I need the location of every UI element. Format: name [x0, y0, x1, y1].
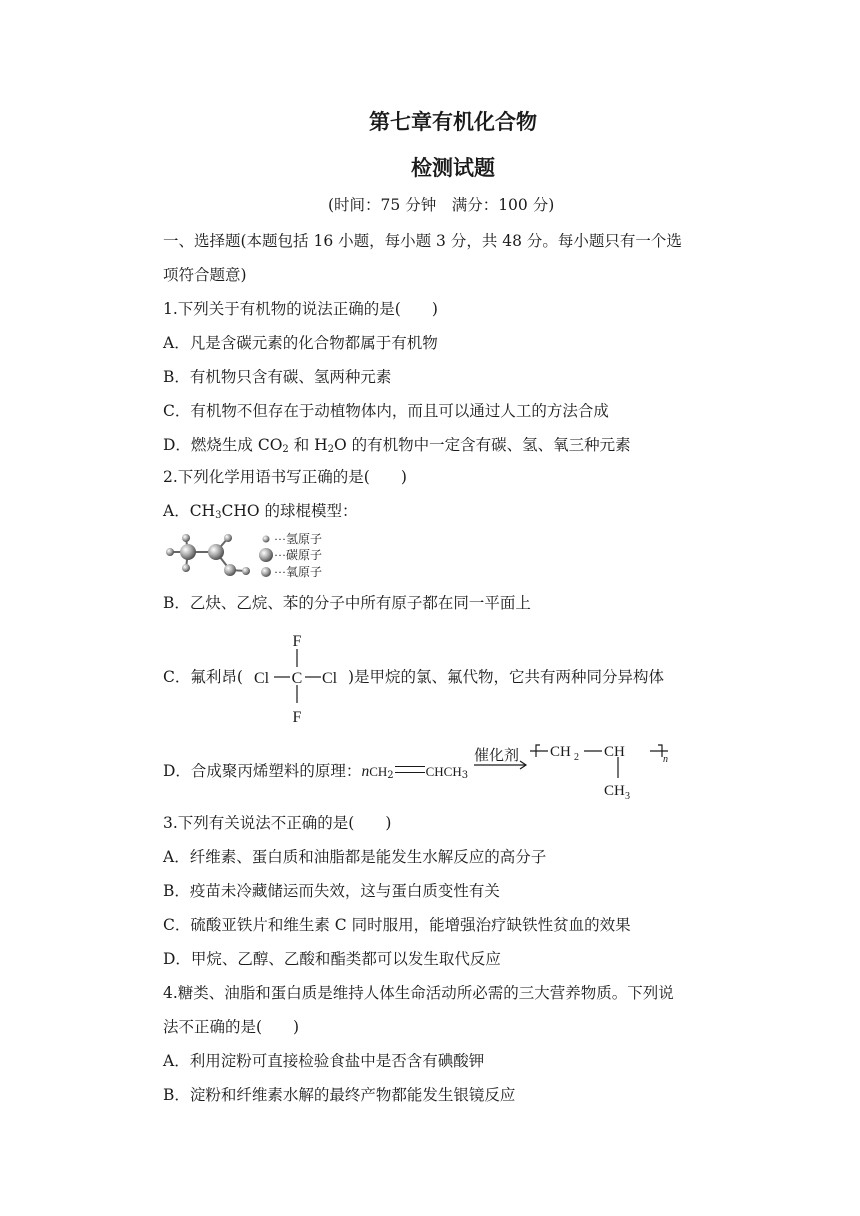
question-1-option-a: A．凡是含碳元素的化合物都属于有机物 — [163, 334, 438, 352]
poly-ch: CH — [604, 744, 625, 760]
poly-n: n — [663, 754, 668, 765]
q1-d-text-3: O 的有机物中一定含有碳、氢、氧三种元素 — [334, 436, 631, 454]
model-h-atom — [182, 534, 190, 542]
formula-cl-right: Cl — [322, 670, 338, 687]
model-c-atom — [180, 544, 196, 560]
formula-f-bottom: F — [292, 709, 302, 726]
question-2-option-d — [163, 760, 468, 787]
model-h-atom — [166, 548, 174, 556]
q1-d-text-2: 和 H — [288, 436, 328, 454]
freon-structural-formula — [252, 628, 348, 726]
question-4-stem-line1: 4.糖类、油脂和蛋白质是维持人体生命活动所必需的三大营养物质。下列说 — [163, 984, 674, 1002]
question-2-option-a — [163, 500, 357, 527]
legend-o-label: ···氧原子 — [274, 565, 322, 579]
q2-d-sub3: 3 — [461, 770, 469, 781]
q2-a-text-2: CHO 的球棍模型： — [221, 502, 358, 520]
question-3-option-b: B．疫苗未冷藏储运而失效，这与蛋白质变性有关 — [163, 882, 500, 900]
q2-d-ch2: CH — [369, 764, 388, 779]
legend-c-label: ···碳原子 — [274, 548, 322, 562]
question-4-stem-line2: 法不正确的是( ) — [163, 1018, 300, 1036]
model-h-atom — [242, 567, 250, 575]
q1-d-sub-2: 2 — [327, 444, 335, 455]
q2-d-sub2: 2 — [387, 770, 394, 781]
exam-info: (时间：75 分钟 满分：100 分) — [328, 196, 555, 214]
question-3-option-a: A．纤维素、蛋白质和油脂都是能发生水解反应的高分子 — [163, 848, 547, 866]
page-subtitle: 检测试题 — [411, 156, 495, 180]
polymerization-reaction — [470, 738, 680, 804]
q2-a-sub: 3 — [215, 510, 222, 521]
section-heading-line1: 一、选择题(本题包括 16 小题，每小题 3 分，共 48 分。每小题只有一个选 — [163, 232, 682, 250]
model-h-atom — [182, 564, 190, 572]
question-2-option-c-pre: C．氟利昂( — [163, 668, 243, 686]
catalyst-label: 催化剂 — [474, 748, 520, 764]
poly-ch2-sub: 2 — [574, 752, 579, 763]
question-3-option-d: D．甲烷、乙醇、乙酸和酯类都可以发生取代反应 — [163, 950, 501, 968]
ball-stick-model-figure — [160, 530, 360, 585]
page-title: 第七章有机化合物 — [369, 110, 537, 134]
formula-cl-left: Cl — [254, 670, 270, 687]
poly-ch3: CH — [604, 783, 625, 799]
q1-d-sub-1: 2 — [282, 444, 289, 455]
legend-o-ball — [261, 567, 271, 577]
q2-a-text-1: A．CH — [163, 502, 216, 520]
question-1-stem: 1.下列关于有机物的说法正确的是( ) — [163, 300, 438, 318]
poly-ch3-sub: 3 — [625, 791, 630, 802]
question-2-stem: 2.下列化学用语书写正确的是( ) — [163, 468, 407, 486]
formula-f-top: F — [292, 633, 302, 650]
q2-d-n: n — [361, 763, 370, 780]
legend-h-label: ···氢原子 — [274, 532, 322, 546]
q2-d-chch: CHCH — [425, 764, 462, 779]
question-1-option-b: B．有机物只含有碳、氢两种元素 — [163, 368, 392, 386]
question-4-option-b: B．淀粉和纤维素水解的最终产物都能发生银镜反应 — [163, 1086, 516, 1104]
formula-c: C — [291, 670, 303, 687]
double-bond — [395, 766, 425, 773]
question-1-option-c: C．有机物不但存在于动植物体内，而且可以通过人工的方法合成 — [163, 402, 609, 420]
question-4-option-a: A．利用淀粉可直接检验食盐中是否含有碘酸钾 — [163, 1052, 485, 1070]
question-2-option-c-post: )是甲烷的氯、氟代物，它共有两种同分异构体 — [348, 668, 665, 686]
model-c-atom — [208, 544, 224, 560]
question-3-option-c: C．硫酸亚铁片和维生素 C 同时服用，能增强治疗缺铁性贫血的效果 — [163, 916, 631, 934]
legend-h-ball — [263, 536, 270, 543]
q1-d-text-1: D．燃烧生成 CO — [163, 436, 283, 454]
model-h-atom — [224, 534, 232, 542]
question-3-stem: 3.下列有关说法不正确的是( ) — [163, 814, 392, 832]
question-2-option-b: B．乙炔、乙烷、苯的分子中所有原子都在同一平面上 — [163, 594, 531, 612]
question-1-option-d — [163, 434, 631, 461]
poly-ch2: CH — [550, 744, 571, 760]
model-o-atom — [224, 564, 236, 576]
q2-d-text: D．合成聚丙烯塑料的原理： — [163, 762, 362, 780]
section-heading-line2: 项符合题意) — [163, 266, 247, 284]
legend-c-ball — [259, 548, 273, 562]
